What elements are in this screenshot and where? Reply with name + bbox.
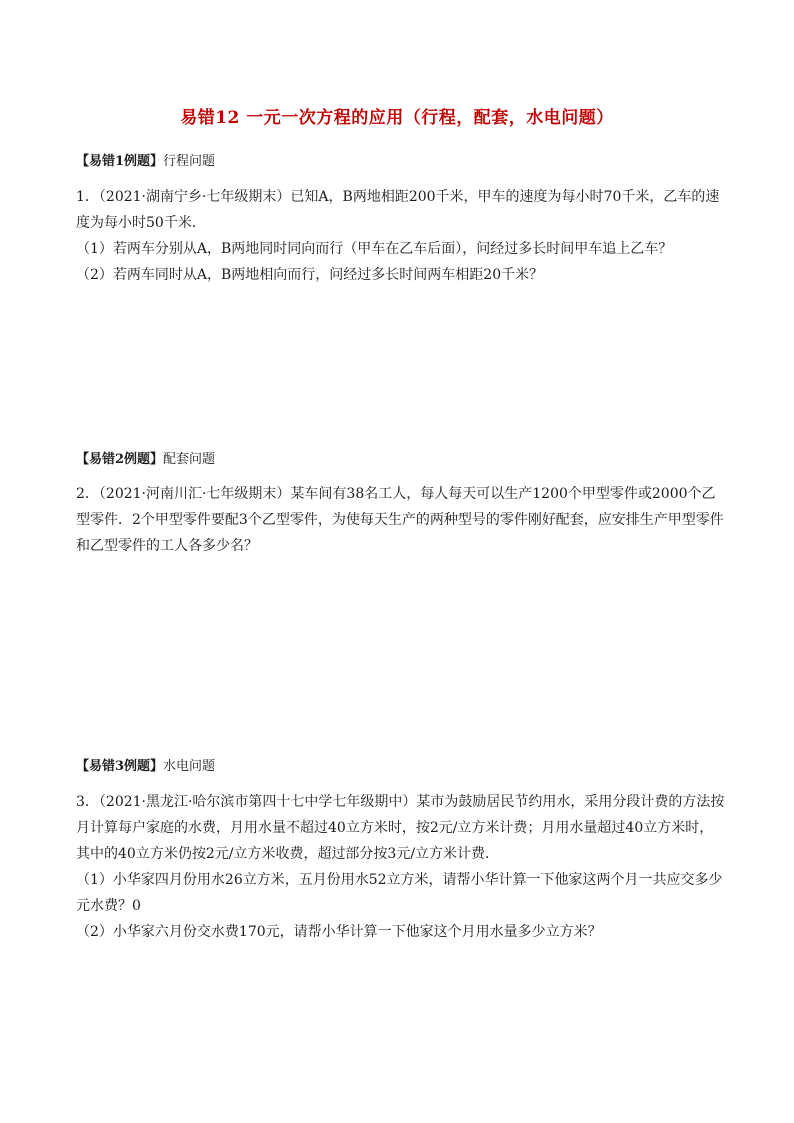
problem-stem: 3．（2021·黑龙江·哈尔滨市第四十七中学七年级期中）某市为鼓励居民节约用水，采用分段计费的方法按月计算每户家庭的水费，月用水量不超过40立方米时，按2元/立方米计费；月用水量超过40立方米时，其中的40立方米仍按2元/立方米收费，超过部分按3元/立方米计费． xyxy=(76,794,725,862)
problem-1 xyxy=(76,184,726,288)
section-topic: 行程问题 xyxy=(163,154,216,169)
problem-3 xyxy=(76,789,726,945)
problem-part: （2）小华家六月份交水费170元，请帮小华计算一下他家这个月用水量多少立方米？ xyxy=(76,924,602,940)
problem-part: （2）若两车同时从A，B两地相向而行，问经过多长时间两车相距20千米？ xyxy=(76,267,544,283)
page-title: 易错12 一元一次方程的应用（行程，配套，水电问题） xyxy=(180,108,614,128)
section-topic: 配套问题 xyxy=(163,452,216,467)
problem-part: （1）小华家四月份用水26立方米，五月份用水52立方米，请帮小华计算一下他家这两个月一共应交多少元水费？0 xyxy=(76,872,723,914)
section-tag: 【易错3例题】 xyxy=(76,759,164,774)
section-tag: 【易错1例题】 xyxy=(76,154,164,169)
problem-parts xyxy=(76,236,726,288)
problem-stem: 2．（2021·河南川汇·七年级期末）某车间有38名工人，每人每天可以生产1200个甲型零件或2000个乙型零件．2个甲型零件要配3个乙型零件，为使每天生产的两种型号的零件刚好配套，应安排生产甲型零件和乙型零件的工人各多少名？ xyxy=(76,486,724,554)
problem-stem: 1．（2021·湖南宁乡·七年级期末）已知A，B两地相距200千米，甲车的速度为每小时70千米，乙车的速度为每小时50千米． xyxy=(76,189,720,231)
section-label-2 xyxy=(76,448,215,467)
section-topic: 水电问题 xyxy=(163,759,216,774)
section-label-3 xyxy=(76,755,215,774)
problem-part: （1）若两车分别从A，B两地同时同向而行（甲车在乙车后面），问经过多长时间甲车追上乙车？ xyxy=(76,241,673,257)
problem-2 xyxy=(76,481,726,559)
problem-parts xyxy=(76,867,726,945)
section-tag: 【易错2例题】 xyxy=(76,452,164,467)
section-label-1 xyxy=(76,150,215,169)
